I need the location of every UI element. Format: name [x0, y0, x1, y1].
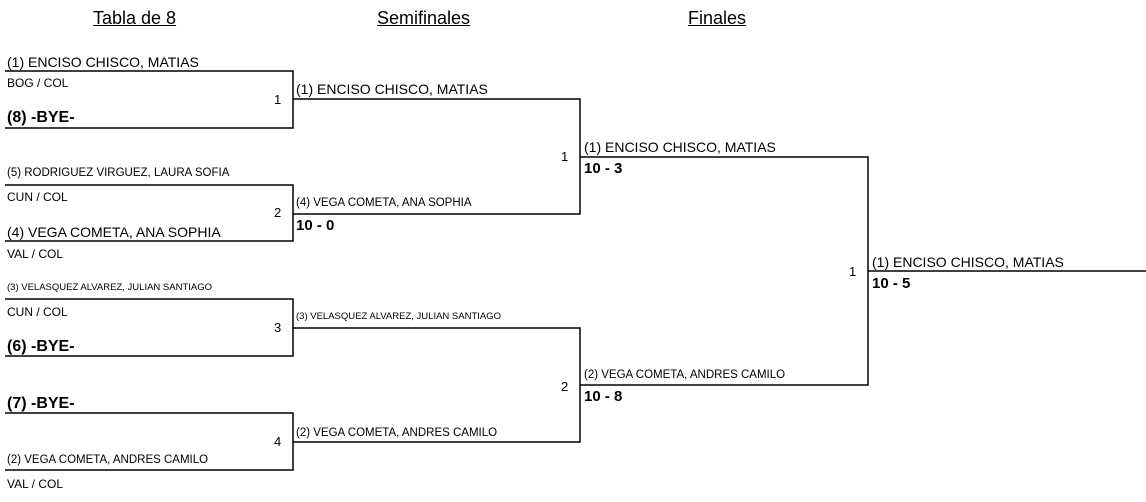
champion-score: 10 - 5: [872, 275, 911, 292]
r1-m3-top-player: (3) VELASQUEZ ALVAREZ, JULIAN SANTIAGO: [7, 282, 213, 293]
r1-m4-top-player: (7) -BYE-: [7, 395, 75, 412]
r1-m3-top-club: CUN / COL: [7, 305, 68, 319]
r1-m2-top-club: CUN / COL: [7, 190, 68, 204]
r2-m1-top-player: (1) ENCISO CHISCO, MATIAS: [296, 81, 488, 97]
r1-m2-top-player: (5) RODRIGUEZ VIRGUEZ, LAURA SOFIA: [7, 167, 230, 179]
r1-m3-match-number: 3: [274, 320, 282, 335]
r2-m1-score: 10 - 0: [296, 217, 335, 234]
r1-m4-bottom-player: (2) VEGA COMETA, ANDRES CAMILO: [7, 454, 209, 466]
r2-m1-bottom-player: (4) VEGA COMETA, ANA SOPHIA: [296, 197, 472, 209]
r1-m2-match-number: 2: [274, 205, 282, 220]
r1-m4-match-number: 4: [274, 434, 282, 449]
r3-bottom-player: (2) VEGA COMETA, ANDRES CAMILO: [584, 369, 786, 381]
r2-m1-match-number: 1: [561, 149, 569, 164]
r3-bottom-score: 10 - 8: [584, 388, 623, 405]
r3-top-player: (1) ENCISO CHISCO, MATIAS: [584, 139, 776, 155]
r1-m1-top-club: BOG / COL: [7, 76, 69, 90]
r1-m1-top-player: (1) ENCISO CHISCO, MATIAS: [7, 54, 199, 70]
round-header-finales: Finales: [688, 8, 747, 28]
r2-m2-top-player: (3) VELASQUEZ ALVAREZ, JULIAN SANTIAGO: [296, 311, 502, 322]
bracket-line-r2-m2: [293, 328, 580, 442]
r1-m2-bottom-club: VAL / COL: [7, 247, 64, 261]
r2-m2-bottom-player: (2) VEGA COMETA, ANDRES CAMILO: [296, 427, 498, 439]
final-match-number: 1: [849, 264, 857, 279]
round-header-tabla-de-8: Tabla de 8: [93, 8, 177, 28]
r1-m3-bottom-player: (6) -BYE-: [7, 338, 75, 355]
champion-name: (1) ENCISO CHISCO, MATIAS: [872, 254, 1064, 270]
bracket-line-final: [580, 157, 868, 385]
r1-m4-bottom-club: VAL / COL: [7, 477, 64, 491]
r1-m2-bottom-player: (4) VEGA COMETA, ANA SOPHIA: [7, 224, 221, 240]
r1-m1-match-number: 1: [274, 92, 282, 107]
round-header-semifinales: Semifinales: [377, 8, 471, 28]
r3-top-score: 10 - 3: [584, 160, 623, 177]
r2-m2-match-number: 2: [561, 379, 569, 394]
r1-m1-bottom-player: (8) -BYE-: [7, 109, 75, 126]
